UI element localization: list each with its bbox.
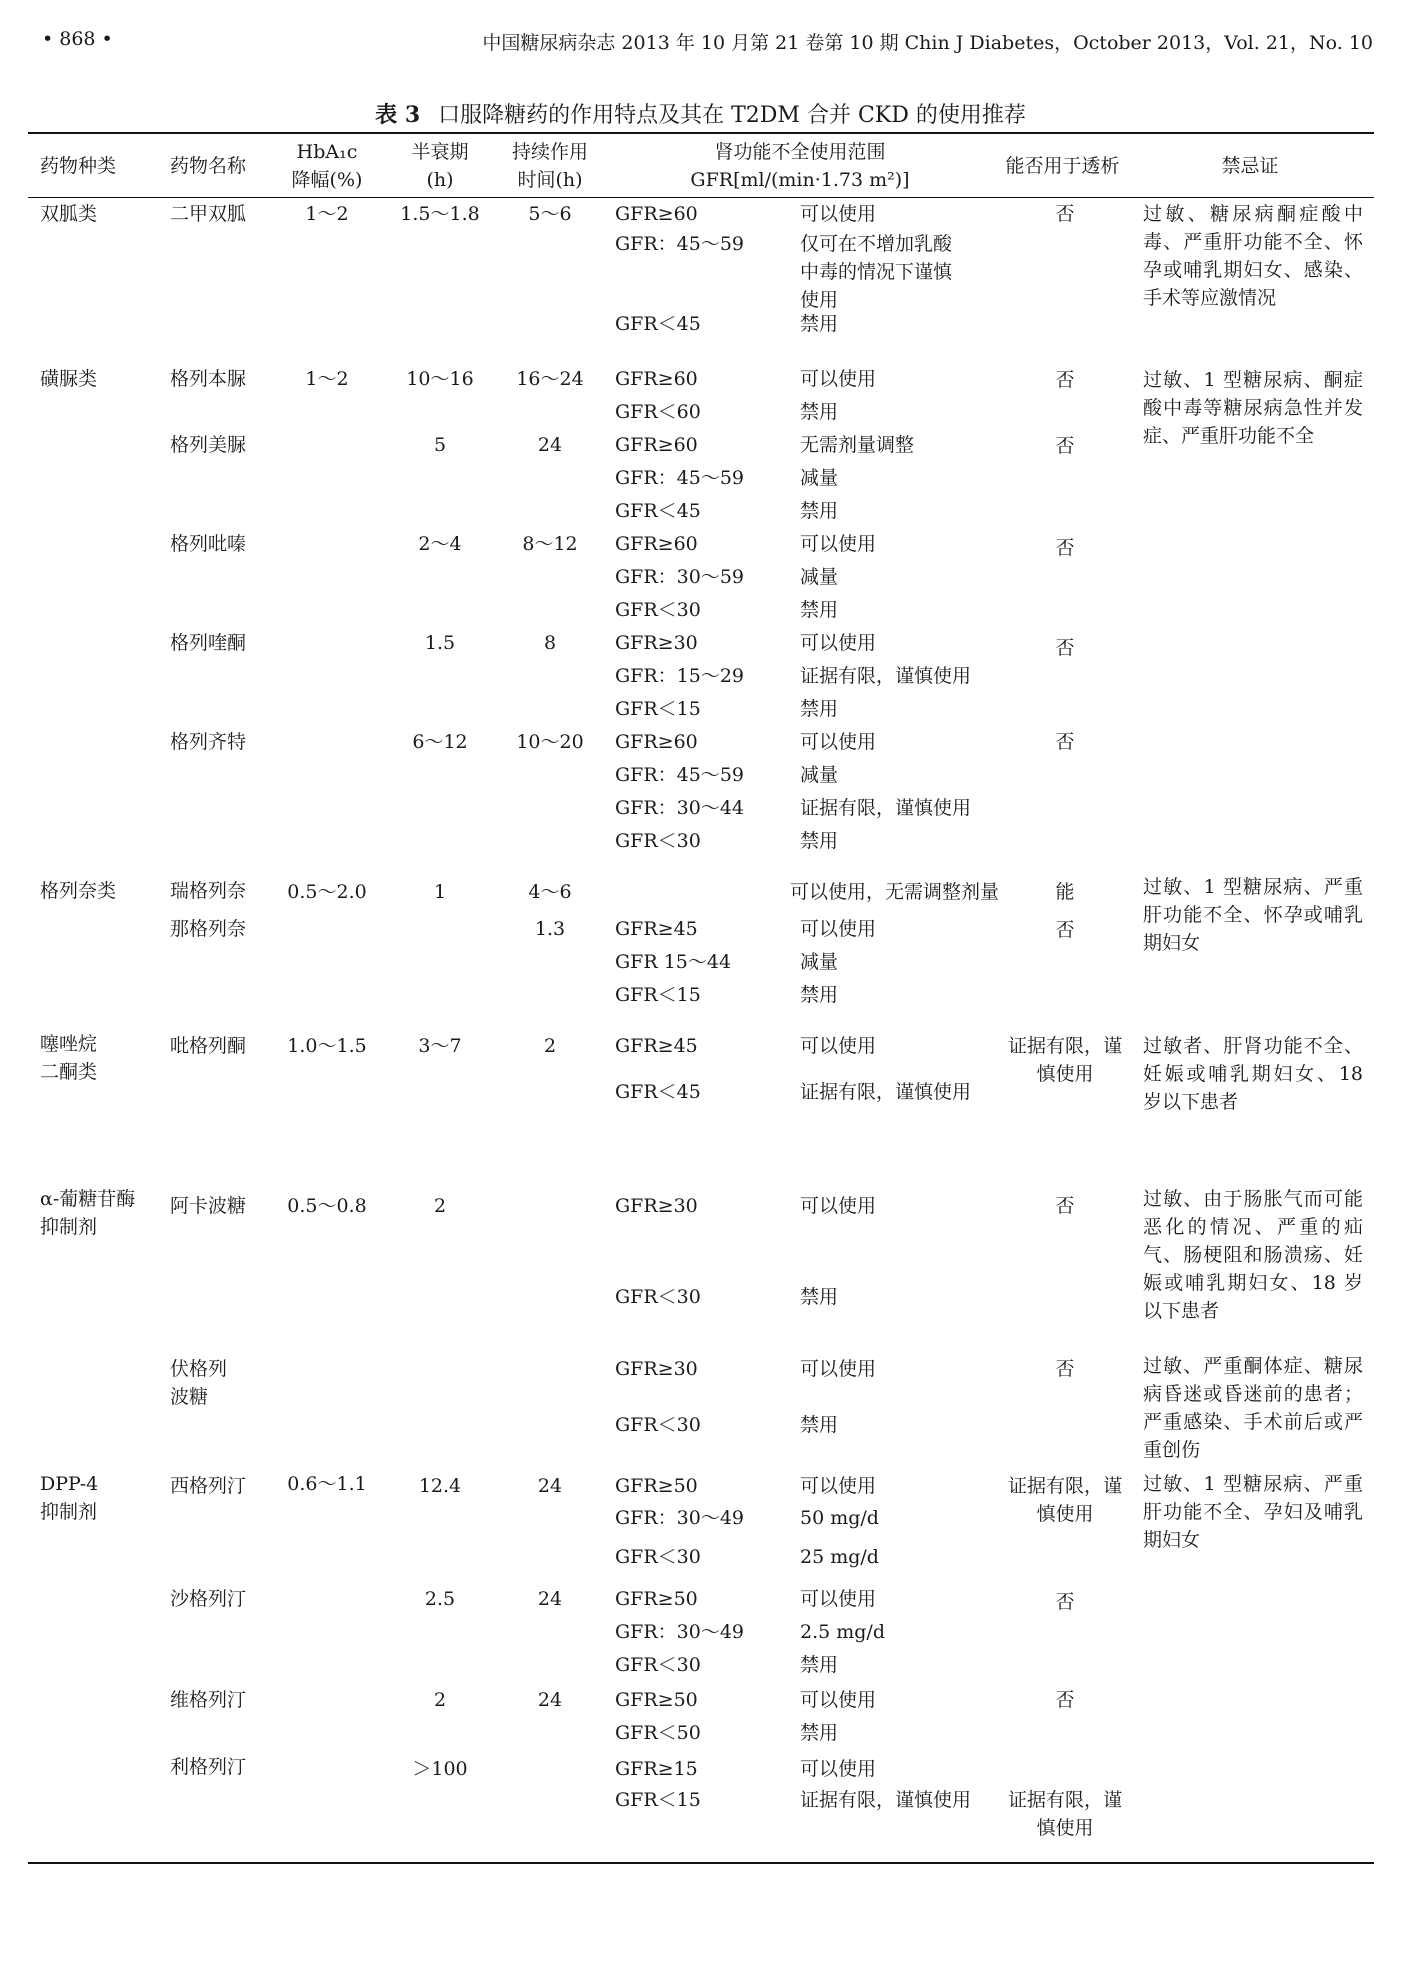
usage-recommendation: 禁用: [800, 830, 839, 852]
gfr-range: GFR≥60: [615, 731, 698, 753]
col-header-duration: 持续作用: [511, 141, 588, 163]
half-life: 2～4: [418, 533, 462, 555]
usage-recommendation: 可以使用，无需调整剂量: [790, 881, 1000, 903]
drug-name: 格列吡嗪: [170, 533, 247, 555]
half-life: 1.5: [424, 632, 456, 654]
dialysis-use: 否: [1055, 1195, 1075, 1217]
gfr-range: GFR＜30: [615, 830, 701, 852]
duration: 2: [543, 1035, 557, 1057]
col-header-drug: 药物名称: [170, 155, 247, 177]
gfr-range: GFR≥45: [615, 918, 698, 940]
usage-recommendation: 50 mg/d: [800, 1507, 879, 1529]
dialysis-use: 否: [1055, 919, 1075, 941]
hba1c-reduction: 0.5～2.0: [287, 881, 367, 903]
dialysis-use: 否: [1055, 537, 1075, 559]
drug-name: 格列喹酮: [170, 632, 247, 654]
col-header-contraindications: 禁忌证: [1221, 155, 1279, 177]
half-life: 10～16: [406, 368, 474, 390]
usage-recommendation: 禁用: [800, 1286, 839, 1308]
duration: 4～6: [528, 881, 572, 903]
usage-recommendation: 可以使用: [800, 1195, 877, 1217]
drug-name: 伏格列波糖: [170, 1358, 228, 1408]
drug-name: 利格列汀: [170, 1756, 247, 1778]
gfr-range: GFR：15～29: [615, 665, 745, 687]
gfr-range: GFR：45～59: [615, 764, 745, 786]
contraindications: 过敏、严重酮体症、糖尿病昏迷或昏迷前的患者；严重感染、手术前后或严重创伤: [1143, 1355, 1363, 1461]
usage-recommendation: 可以使用: [800, 918, 877, 940]
col-header-hba1c: HbA₁c: [296, 141, 358, 163]
duration: 5～6: [528, 203, 572, 225]
gfr-range: GFR＜45: [615, 313, 701, 335]
usage-recommendation: 可以使用: [800, 1689, 877, 1711]
gfr-range: GFR：30～49: [615, 1507, 745, 1529]
duration: 24: [537, 1475, 563, 1497]
usage-recommendation: 可以使用: [800, 533, 877, 555]
drug-name: 格列美脲: [170, 434, 247, 456]
drug-class: 磺脲类: [40, 368, 98, 390]
drug-class: 噻唑烷二酮类: [40, 1033, 98, 1083]
usage-recommendation: 减量: [800, 467, 839, 489]
usage-recommendation: 可以使用: [800, 632, 877, 654]
usage-recommendation: 可以使用: [800, 1758, 877, 1780]
hba1c-reduction: 0.6～1.1: [287, 1473, 367, 1495]
drug-name: 阿卡波糖: [170, 1195, 247, 1217]
journal-header: 中国糖尿病杂志 2013 年 10 月第 21 卷第 10 期 Chin J Diabetes，October 2013，Vol. 21，No. 10: [482, 32, 1373, 54]
half-life: 1.5～1.8: [400, 203, 480, 225]
contraindications: 过敏、1 型糖尿病、酮症酸中毒等糖尿病急性并发症、严重肝功能不全: [1143, 369, 1363, 447]
col-header-halflife-unit: (h): [426, 169, 454, 191]
gfr-range: GFR＜30: [615, 1414, 701, 1436]
usage-recommendation: 仅可在不增加乳酸中毒的情况下谨慎使用: [800, 233, 953, 311]
usage-recommendation: 禁用: [800, 1722, 839, 1744]
usage-recommendation: 可以使用: [800, 1588, 877, 1610]
usage-recommendation: 可以使用: [800, 731, 877, 753]
gfr-range: GFR＜30: [615, 599, 701, 621]
half-life: 5: [433, 434, 447, 456]
usage-recommendation: 2.5 mg/d: [800, 1621, 885, 1643]
dialysis-use: 否: [1055, 203, 1075, 225]
usage-recommendation: 证据有限，谨慎使用: [800, 797, 972, 819]
table-bottom-rule: [28, 1862, 1374, 1864]
col-header-duration-unit: 时间(h): [517, 169, 583, 191]
page-number: • 868 •: [42, 28, 113, 50]
gfr-range: GFR≥60: [615, 434, 698, 456]
usage-recommendation: 禁用: [800, 1414, 839, 1436]
duration: 8: [543, 632, 557, 654]
gfr-range: GFR≥30: [615, 632, 698, 654]
usage-recommendation: 可以使用: [800, 1358, 877, 1380]
gfr-range: GFR≥60: [615, 203, 698, 225]
half-life: ＞100: [412, 1758, 468, 1780]
half-life: 1: [433, 881, 447, 903]
usage-recommendation: 禁用: [800, 500, 839, 522]
drug-class: α-葡糖苷酶抑制剂: [40, 1188, 136, 1238]
gfr-range: GFR＜45: [615, 500, 701, 522]
gfr-range: GFR 15～44: [615, 951, 732, 973]
usage-recommendation: 证据有限，谨慎使用: [800, 665, 972, 687]
usage-recommendation: 禁用: [800, 401, 839, 423]
contraindications: 过敏、1 型糖尿病、严重肝功能不全、怀孕或哺乳期妇女: [1143, 876, 1363, 954]
gfr-range: GFR≥30: [615, 1358, 698, 1380]
gfr-range: GFR≥60: [615, 533, 698, 555]
table-caption: [0, 98, 1401, 129]
dialysis-use: 否: [1055, 637, 1075, 659]
usage-recommendation: 禁用: [800, 698, 839, 720]
gfr-range: GFR＜50: [615, 1722, 701, 1744]
col-header-halflife: 半衰期: [411, 141, 469, 163]
duration: 8～12: [522, 533, 578, 555]
gfr-range: GFR≥50: [615, 1475, 698, 1497]
gfr-range: GFR：30～59: [615, 566, 745, 588]
gfr-range: GFR＜30: [615, 1654, 701, 1676]
drug-class: DPP-4 抑制剂: [40, 1473, 99, 1523]
usage-recommendation: 可以使用: [800, 368, 877, 390]
col-header-class: 药物种类: [40, 155, 117, 177]
gfr-range: GFR≥50: [615, 1689, 698, 1711]
usage-recommendation: 禁用: [800, 1654, 839, 1676]
dialysis-use: 能: [1055, 881, 1075, 903]
usage-recommendation: 证据有限，谨慎使用: [800, 1789, 972, 1811]
usage-recommendation: 无需剂量调整: [800, 434, 915, 456]
drug-name: 二甲双胍: [170, 203, 247, 225]
usage-recommendation: 减量: [800, 951, 839, 973]
gfr-range: GFR＜15: [615, 1789, 701, 1811]
usage-recommendation: 禁用: [800, 984, 839, 1006]
dialysis-use: 证据有限，谨慎使用: [1007, 1789, 1122, 1839]
hba1c-reduction: 0.5～0.8: [287, 1195, 367, 1217]
table-label: 表 3: [375, 102, 421, 128]
half-life: 2: [433, 1195, 447, 1217]
drug-name: 维格列汀: [170, 1689, 247, 1711]
duration: 24: [537, 434, 563, 456]
gfr-range: GFR＜60: [615, 401, 701, 423]
gfr-range: GFR≥50: [615, 1588, 698, 1610]
half-life: 6～12: [412, 731, 468, 753]
dialysis-use: 否: [1055, 369, 1075, 391]
table-top-rule: [28, 132, 1374, 134]
gfr-range: GFR＜45: [615, 1081, 701, 1103]
half-life: 12.4: [418, 1475, 462, 1497]
usage-recommendation: 可以使用: [800, 1475, 877, 1497]
gfr-range: GFR≥15: [615, 1758, 698, 1780]
usage-recommendation: 可以使用: [800, 203, 877, 225]
contraindications: 过敏、由于肠胀气而可能恶化的情况、严重的疝气、肠梗阻和肠溃疡、妊娠或哺乳期妇女、18 岁以下患者: [1143, 1188, 1363, 1322]
contraindications: 过敏、糖尿病酮症酸中毒、严重肝功能不全、怀孕或哺乳期妇女、感染、手术等应激情况: [1143, 203, 1363, 309]
duration: 24: [537, 1689, 563, 1711]
hba1c-reduction: 1～2: [305, 203, 349, 225]
col-header-renal-gfr: GFR[ml/(min·1.73 m²)]: [690, 169, 910, 191]
dialysis-use: 否: [1055, 1358, 1075, 1380]
contraindications: 过敏者、肝肾功能不全、妊娠或哺乳期妇女、18 岁以下患者: [1143, 1035, 1363, 1113]
dialysis-use: 否: [1055, 731, 1075, 753]
drug-name: 吡格列酮: [170, 1035, 247, 1057]
contraindications: 过敏、1 型糖尿病、严重肝功能不全、孕妇及哺乳期妇女: [1143, 1473, 1363, 1551]
gfr-range: GFR≥45: [615, 1035, 698, 1057]
col-header-dialysis: 能否用于透析: [1005, 155, 1120, 177]
dialysis-use: 否: [1055, 435, 1075, 457]
gfr-range: GFR≥60: [615, 368, 698, 390]
usage-recommendation: 减量: [800, 764, 839, 786]
drug-name: 格列齐特: [170, 731, 247, 753]
gfr-range: GFR＜30: [615, 1286, 701, 1308]
gfr-range: GFR＜30: [615, 1546, 701, 1568]
drug-class: 双胍类: [40, 203, 98, 225]
col-header-hba1c-unit: 降幅(%): [291, 169, 363, 191]
usage-recommendation: 减量: [800, 566, 839, 588]
table-title: 口服降糖药的作用特点及其在 T2DM 合并 CKD 的使用推荐: [438, 103, 1026, 128]
drug-name: 沙格列汀: [170, 1588, 247, 1610]
half-life: 3～7: [418, 1035, 462, 1057]
usage-recommendation: 可以使用: [800, 1035, 877, 1057]
usage-recommendation: 禁用: [800, 313, 839, 335]
drug-name: 西格列汀: [170, 1475, 247, 1497]
gfr-range: GFR＜15: [615, 984, 701, 1006]
dialysis-use: 证据有限，谨慎使用: [1007, 1035, 1122, 1085]
usage-recommendation: 禁用: [800, 599, 839, 621]
gfr-range: GFR：45～59: [615, 467, 745, 489]
drug-name: 格列本脲: [170, 368, 247, 390]
gfr-range: GFR：30～44: [615, 797, 745, 819]
usage-recommendation: 25 mg/d: [800, 1546, 879, 1568]
gfr-range: GFR＜15: [615, 698, 701, 720]
duration: 24: [537, 1588, 563, 1610]
duration: 10～20: [516, 731, 584, 753]
half-life: 2.5: [424, 1588, 456, 1610]
gfr-range: GFR：45～59: [615, 233, 745, 255]
duration: 1.3: [534, 918, 566, 940]
dialysis-use: 证据有限，谨慎使用: [1007, 1475, 1122, 1525]
hba1c-reduction: 1～2: [305, 368, 349, 390]
gfr-range: GFR：30～49: [615, 1621, 745, 1643]
dialysis-use: 否: [1055, 1689, 1075, 1711]
usage-recommendation: 证据有限，谨慎使用: [800, 1081, 972, 1103]
half-life: 2: [433, 1689, 447, 1711]
hba1c-reduction: 1.0～1.5: [287, 1035, 367, 1057]
table-header-rule: [28, 197, 1374, 198]
drug-name: 那格列奈: [170, 918, 247, 940]
drug-name: 瑞格列奈: [170, 880, 247, 902]
duration: 16～24: [516, 368, 584, 390]
dialysis-use: 否: [1055, 1591, 1075, 1613]
gfr-range: GFR≥30: [615, 1195, 698, 1217]
drug-class: 格列奈类: [40, 880, 117, 902]
col-header-renal: 肾功能不全使用范围: [714, 141, 886, 163]
